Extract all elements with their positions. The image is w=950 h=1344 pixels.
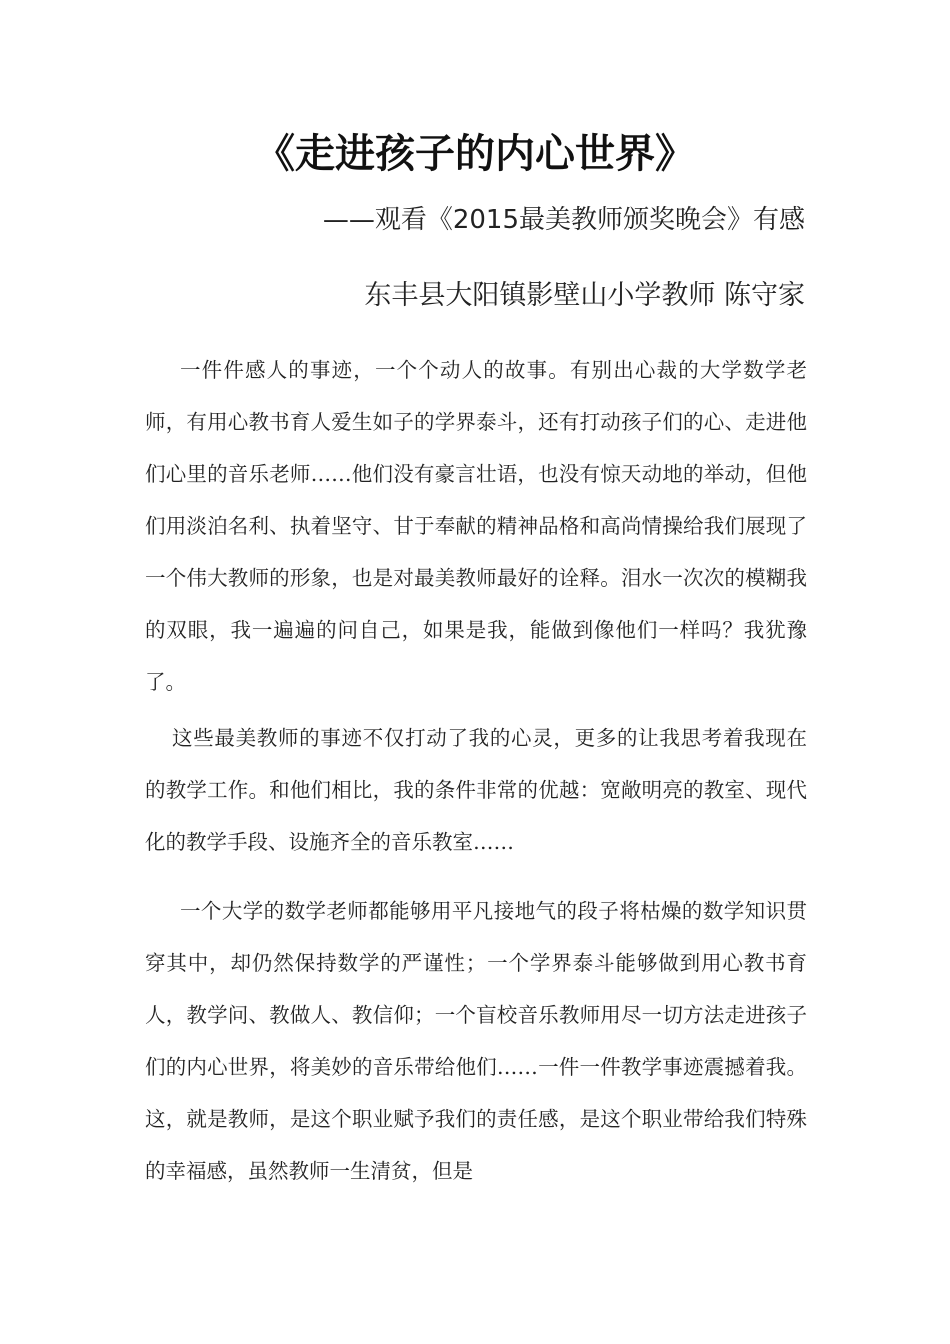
body-paragraph-3: 一个大学的数学老师都能够用平凡接地气的段子将枯燥的数学知识贯穿其中，却仍然保持数学的严谨性；一个学界泰斗能够做到用心教书育人，教学问、教做人、教信仰；一个盲校音乐教师用尽一切方法走进孩子们的内心世界，将美妙的音乐带给他们……一件一件教学事迹震撼着我。这，就是教师，是这个职业赋予我们的责任感，是这个职业带给我们特殊的幸福感，虽然教师一生清贫，但是 xyxy=(145,899,807,1183)
body-paragraph-2: 这些最美教师的事迹不仅打动了我的心灵，更多的让我思考着我现在的教学工作。和他们相比，我的条件非常的优越：宽敞明亮的教室、现代化的教学手段、设施齐全的音乐教室…… xyxy=(145,726,807,854)
document-title: 《走进孩子的内心世界》 xyxy=(255,131,695,177)
author-line: 东丰县大阳镇影壁山小学教师 陈守家 xyxy=(364,280,805,311)
document-subtitle: ——观看《2015最美教师颁奖晚会》有感 xyxy=(322,205,805,235)
body-paragraph-1: 一件件感人的事迹，一个个动人的故事。有别出心裁的大学数学老师，有用心教书育人爱生如子的学界泰斗，还有打动孩子们的心、走进他们心里的音乐老师……他们没有豪言壮语，也没有惊天动地的举动，但他们用淡泊名利、执着坚守、甘于奉献的精神品格和高尚情操给我们展现了一个伟大教师的形象，也是对最美教师最好的诠释。泪水一次次的模糊我的双眼，我一遍遍的问自己，如果是我，能做到像他们一样吗？我犹豫了。 xyxy=(145,358,807,694)
